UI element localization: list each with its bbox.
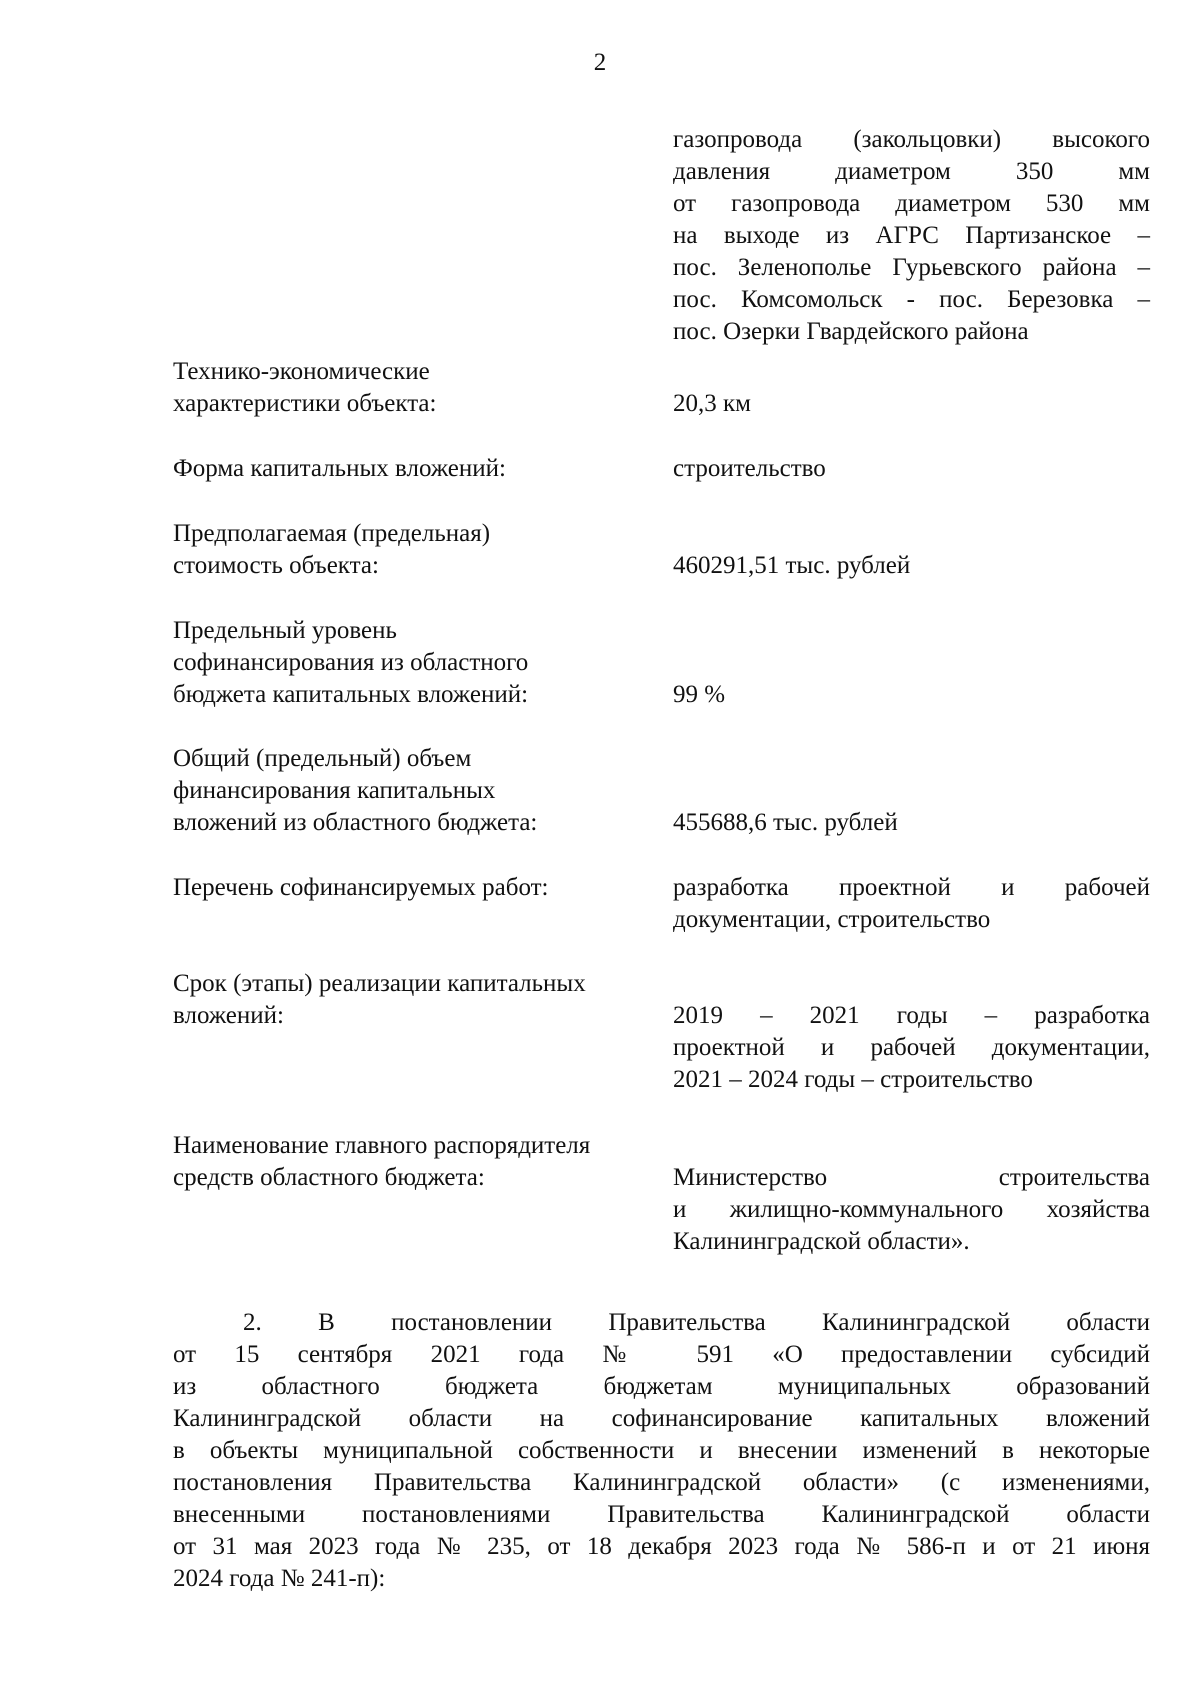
row-label-line: Предполагаемая (предельная) [173,520,491,547]
row-value [673,388,1150,420]
row-label-line: характеристики объекта: [173,390,437,417]
row-value [673,872,1150,936]
row-label-line: Форма капитальных вложений: [173,455,506,482]
row-label [173,518,653,582]
paragraph-line: из областного бюджета бюджетам муниципальных образований [173,1373,1150,1400]
row-label [173,743,653,839]
row-label-line: финансирования капитальных [173,777,496,804]
row-label-line: Технико-экономические [173,358,430,385]
row-label-line: вложений: [173,1002,284,1029]
object-name-continuation [673,124,1150,348]
row-label-line: бюджета капитальных вложений: [173,681,529,708]
object-name-line: газопровода (закольцовки) высокого [673,126,1150,153]
row-label-line: Предельный уровень [173,617,397,644]
paragraph-line: в объекты муниципальной собственности и внесении изменений в некоторые [173,1437,1150,1464]
paragraph-line: 2024 года № 241-п): [173,1565,386,1592]
row-value-line: документации, строительство [673,906,991,933]
row-value [673,807,1150,839]
paragraph-line: от 15 сентября 2021 года № 591 «О предоставлении субсидий [173,1341,1150,1368]
row-value [673,679,1150,711]
paragraph-line: Калининградской области на софинансирование капитальных вложений [173,1405,1150,1432]
row-label-line: средств областного бюджета: [173,1164,485,1191]
row-label-line: софинансирования из областного [173,649,529,676]
row-label [173,1130,653,1194]
row-value-line: строительство [673,455,826,482]
amendment-paragraph [173,1307,1150,1595]
row-value-line: Калининградской области». [673,1228,970,1255]
row-value-line: и жилищно-коммунального хозяйства [673,1196,1150,1223]
paragraph-line: постановления Правительства Калининградской области» (с изменениями, [173,1469,1150,1496]
row-label-line: Наименование главного распорядителя [173,1132,591,1159]
paragraph-line: внесенными постановлениями Правительства Калининградской области [173,1501,1150,1528]
row-value [673,550,1150,582]
row-label-line: стоимость объекта: [173,552,379,579]
row-value-line: 20,3 км [673,390,751,417]
row-label [173,453,653,485]
page-number: 2 [593,49,607,76]
row-value-line: 460291,51 тыс. рублей [673,552,911,579]
row-label-line: Общий (предельный) объем [173,745,472,772]
row-value-line: Министерство строительства [673,1164,1150,1191]
object-name-line: от газопровода диаметром 530 мм [673,190,1150,217]
row-label-line: Срок (этапы) реализации капитальных [173,970,586,997]
row-value-line: 455688,6 тыс. рублей [673,809,898,836]
row-label-line: Перечень софинансируемых работ: [173,874,549,901]
row-value [673,1162,1150,1258]
object-name-line: на выходе из АГРС Партизанское – [673,222,1150,249]
row-label [173,615,653,711]
row-value-line: проектной и рабочей документации, [673,1034,1150,1061]
row-value-line: 2021 – 2024 годы – строительство [673,1066,1033,1093]
object-name-line: пос. Комсомольск - пос. Березовка – [673,286,1150,313]
object-name-line: пос. Зеленополье Гурьевского района – [673,254,1150,281]
paragraph-line: 2. В постановлении Правительства Калининградской области [243,1309,1150,1336]
row-value-line: 2019 – 2021 годы – разработка [673,1002,1150,1029]
object-name-line: давления диаметром 350 мм [673,158,1150,185]
row-value-line: 99 % [673,681,726,708]
row-label [173,356,653,420]
row-label-line: вложений из областного бюджета: [173,809,538,836]
row-value [673,1000,1150,1096]
row-label [173,968,653,1032]
row-label [173,872,653,904]
paragraph-line: от 31 мая 2023 года № 235, от 18 декабря 2023 года № 586-п и от 21 июня [173,1533,1150,1560]
row-value [673,453,1150,485]
row-value-line: разработка проектной и рабочей [673,874,1150,901]
object-name-line: пос. Озерки Гвардейского района [673,318,1029,345]
